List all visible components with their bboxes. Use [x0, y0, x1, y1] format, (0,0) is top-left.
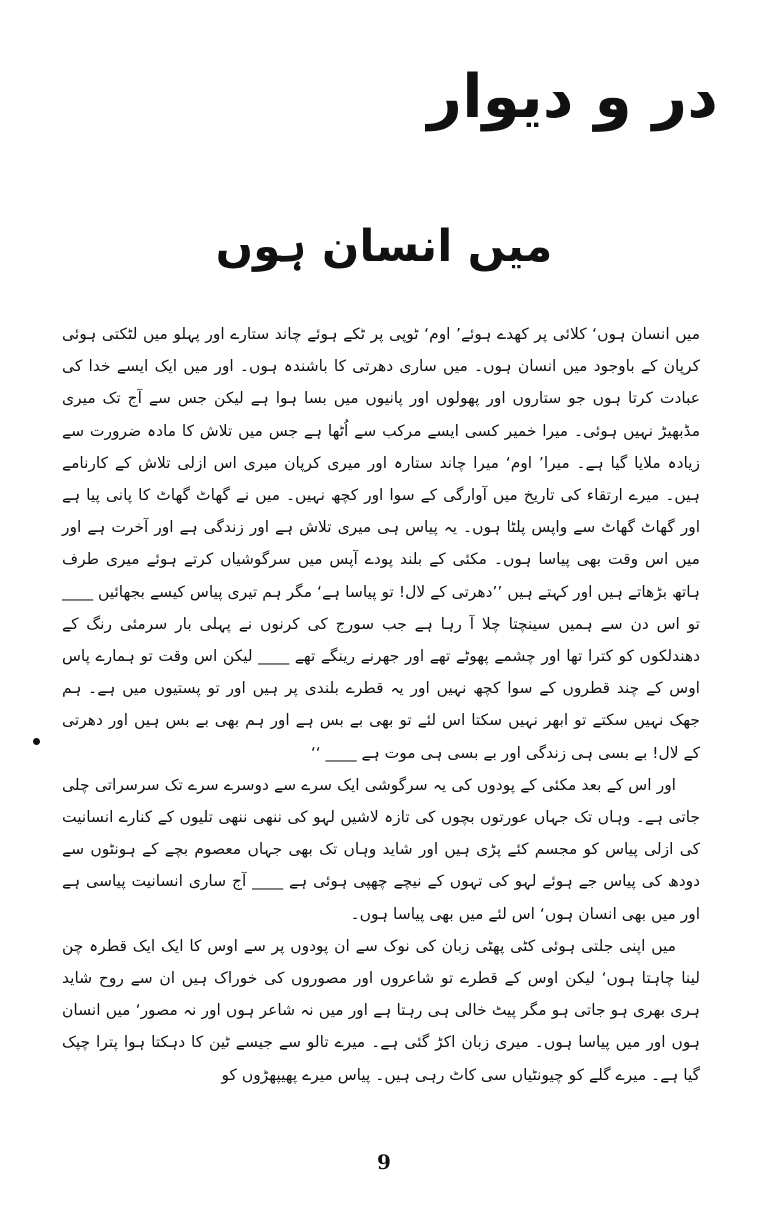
paragraph-2: اور اس کے بعد مکئی کے پودوں کی یہ سرگوشی ایک سرے سے دوسرے سرے تک سرسراتی چلی جاتی ہے۔ وہاں تک جہاں عورتوں بچوں کی تازہ لاشیں لہو کی ننھی ننھی تلیوں کے کنارے انسانیت کی ازلی پیاس کو مجسم کئے پڑی ہیں اور شاید وہاں تک بھی جہاں معصوم بچے کے ہونٹوں سے دودھ کی پیاس جے ہوئے لہو کی تہوں کے نیچے چھپی ہوئی ہے ____ آج ساری انسانیت پیاسی ہے اور میں بھی انسان ہوں‘ اس لئے میں بھی پیاسا ہوں۔: [62, 775, 700, 923]
chapter-title: میں انسان ہوں: [215, 221, 553, 272]
page-number: 9: [377, 1150, 391, 1174]
margin-dot: [33, 738, 40, 745]
paragraph-1: میں انسان ہوں‘ کلائی پر کھدے ہوئے’ اوم‘ ٹوپی پر ٹکے ہوئے چاند ستارے اور پہلو میں لٹکتی ہوئی کرپان کے باوجود میں انسان ہوں۔ میں ساری دھرتی کا باشندہ ہوں۔ اور میں ایک ایسے خدا کی عبادت کرتا ہوں جو ستاروں اور پھولوں اور پانیوں میں بسا ہوا ہے لیکن جس سے آج تک میری مڈبھیڑ نہیں ہوئی۔ میرا خمیر کسی ایسے مرکب سے اُٹھا ہے جس میں تلاش کا مادہ ضرورت سے زیادہ ملایا گیا ہے۔ میرا’ اوم‘ میرا چاند ستارہ اور میری کرپان میری اس ازلی تلاش کے کارنامے ہیں۔ میرے ارتقاء کی تاریخ میں آوارگی کے سوا اور کچھ نہیں۔ میں نے گھاٹ گھاٹ کا پانی پیا ہے اور گھاٹ گھاٹ سے واپس پلٹا ہوں۔ یہ پیاس ہی میری تلاش ہے اور زندگی ہے اور آخرت ہے اور میں اس وقت بھی پیاسا ہوں۔ مکئی کے بلند پودے آپس میں سرگوشیاں کرتے ہوئے میری طرف ہاتھ بڑھاتے ہیں اور کہتے ہیں ’’دھرتی کے لال! تو پیاسا ہے‘ مگر ہم تیری پیاس کیسے بجھائیں ____ تو اس دن سے ہمیں سینچتا چلا آ رہا ہے جب سورج کی کرنوں نے پہلی بار سرمئی رنگ کے دھندلکوں کو کترا تھا اور چشمے پھوٹے تھے اور جھرنے رینگے تھے ____ لیکن اس وقت تو ہمارے پاس اوس کے چند قطروں کے سوا کچھ نہیں اور یہ قطرے بلندی پر ہیں اور تو پستیوں میں ہے۔ ہم جھک نہیں سکتے تو ابھر نہیں سکتا اس لئے تو بھی بے بس ہے اور ہم بھی بے بس ہیں اور دھرتی کے لال! بے بسی ہی زندگی اور بے بسی ہی موت ہے ____ ‘‘: [62, 325, 700, 762]
body-text: [62, 318, 700, 1091]
book-title: در و دیوار: [427, 62, 718, 132]
paragraph-3: میں اپنی جلتی ہوئی کٹی پھٹی زبان کی نوک سے ان پودوں پر سے اوس کا ایک ایک قطرہ چن لینا چاہتا ہوں‘ لیکن اوس کے قطرے تو شاعروں اور مصوروں کی خوراک ہیں ان سے روح شاید ہری بھری ہو جاتی ہو مگر پیٹ خالی ہی رہتا ہے اور میں نہ شاعر ہوں اور نہ مصور‘ میں انسان ہوں اور میں پیاسا ہوں۔ میری زبان اکڑ گئی ہے۔ میرے تالو سے جیسے ٹین کا دہکتا ہوا پترا چپک گیا ہے۔ میرے گلے کو چیونٹیاں سی کاٹ رہی ہیں۔ پیاس میرے پھیپھڑوں کو: [62, 936, 700, 1084]
